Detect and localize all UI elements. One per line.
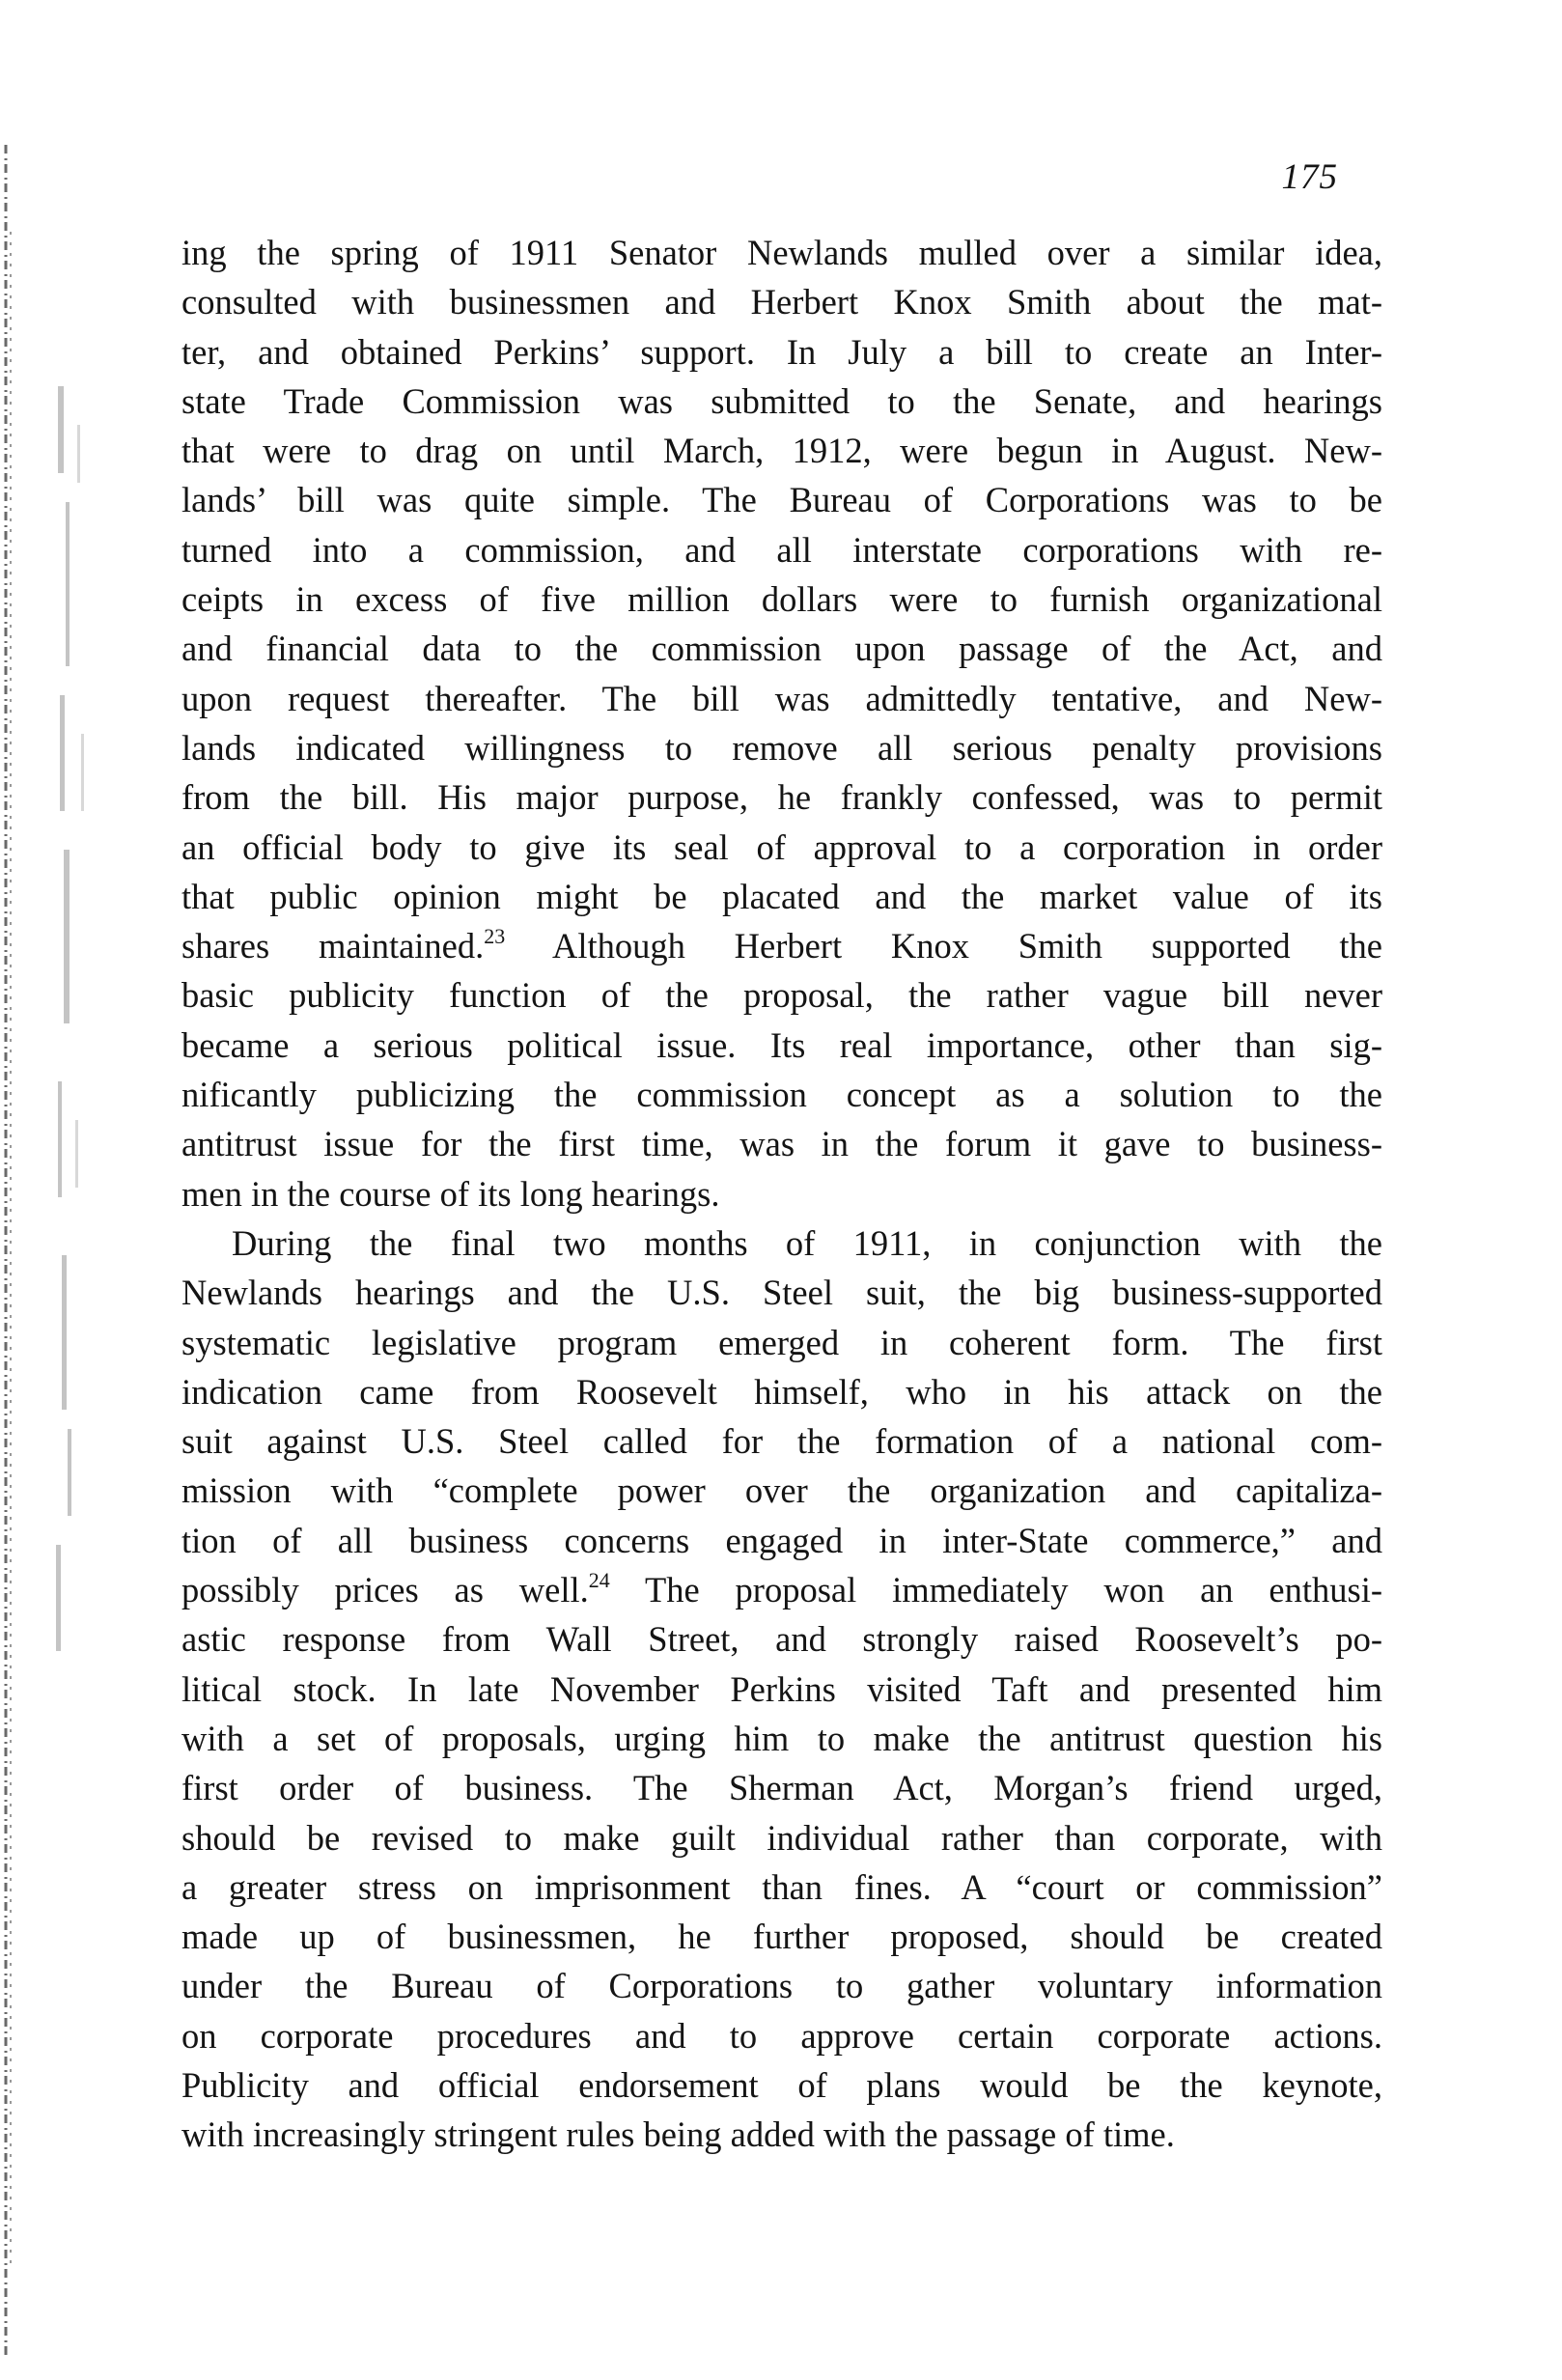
text-line: men in the course of its long hearings.: [181, 1173, 720, 1214]
text-line: ceipts in excess of five million dollars were to furnish organizational: [181, 579, 1382, 620]
text-line: During the final two months of 1911, in conjunction with the: [232, 1222, 1382, 1263]
text-segment: The proposal immediately won an enthusi-: [609, 1570, 1382, 1610]
text-line: antitrust issue for the first time, was in the forum it gave to business-: [181, 1124, 1382, 1164]
paragraph: [181, 1218, 1382, 2160]
text-line: with increasingly stringent rules being added with the passage of time.: [181, 2114, 1175, 2155]
text-line: lands indicated willingness to remove all serious penalty provisions: [181, 727, 1382, 768]
page-number: 175: [1281, 157, 1338, 197]
text-line: litical stock. In late November Perkins visited Taft and presented him: [181, 1668, 1382, 1709]
text-line: under the Bureau of Corporations to gather voluntary information: [181, 1966, 1382, 2006]
paragraph: [181, 228, 1382, 1218]
text-line-with-footnote: [181, 1565, 1382, 1614]
text-line: consulted with businessmen and Herbert Knox Smith about the mat-: [181, 282, 1382, 322]
text-line: systematic legislative program emerged in coherent form. The first: [181, 1322, 1382, 1362]
text-line: first order of business. The Sherman Act, Morgan’s friend urged,: [181, 1768, 1382, 1808]
text-line: became a serious political issue. Its real importance, other than sig-: [181, 1024, 1382, 1065]
text-line: state Trade Commission was submitted to the Senate, and hearings: [181, 380, 1382, 421]
text-segment: shares maintained.: [181, 926, 485, 966]
text-line: turned into a commission, and all interstate corporations with re-: [181, 529, 1382, 570]
text-line: a greater stress on imprisonment than fines. A “court or commission”: [181, 1866, 1382, 1907]
text-line: mission with “complete power over the organization and capitaliza-: [181, 1470, 1382, 1511]
text-line: indication came from Roosevelt himself, who in his attack on the: [181, 1371, 1382, 1412]
book-gutter-shadow: [0, 0, 116, 2380]
footnote-reference: 23: [484, 924, 506, 949]
text-segment: possibly prices as well.: [181, 1570, 589, 1610]
text-line: should be revised to make guilt individual rather than corporate, with: [181, 1817, 1382, 1858]
text-line: Publicity and official endorsement of plans would be the keynote,: [181, 2064, 1382, 2105]
text-line-with-footnote: [181, 921, 1382, 970]
text-line: that were to drag on until March, 1912, were begun in August. New-: [181, 431, 1382, 471]
text-segment: Although Herbert Knox Smith supported the: [505, 926, 1382, 966]
body-text: [181, 228, 1382, 2160]
text-line: an official body to give its seal of approval to a corporation in order: [181, 826, 1382, 867]
text-line: ter, and obtained Perkins’ support. In July a bill to create an Inter-: [181, 331, 1382, 372]
text-line: Newlands hearings and the U.S. Steel suit, the big business-supported: [181, 1273, 1382, 1313]
text-line: basic publicity function of the proposal, the rather vague bill never: [181, 975, 1382, 1016]
text-line: that public opinion might be placated and the market value of its: [181, 876, 1382, 916]
text-line: and financial data to the commission upon passage of the Act, and: [181, 629, 1382, 669]
text-line: nificantly publicizing the commission concept as a solution to the: [181, 1075, 1382, 1115]
text-line: upon request thereafter. The bill was admittedly tentative, and New-: [181, 678, 1382, 718]
text-line: on corporate procedures and to approve certain corporate actions.: [181, 2015, 1382, 2056]
text-line: made up of businessmen, he further proposed, should be created: [181, 1917, 1382, 1957]
text-line: tion of all business concerns engaged in inter-State commerce,” and: [181, 1520, 1382, 1560]
text-line: astic response from Wall Street, and strongly raised Roosevelt’s po-: [181, 1619, 1382, 1660]
footnote-reference: 24: [588, 1568, 610, 1593]
text-line: suit against U.S. Steel called for the formation of a national com-: [181, 1421, 1382, 1462]
text-line: from the bill. His major purpose, he frankly confessed, was to permit: [181, 777, 1382, 818]
text-line: lands’ bill was quite simple. The Bureau of Corporations was to be: [181, 480, 1382, 520]
text-line: ing the spring of 1911 Senator Newlands mulled over a similar idea,: [181, 233, 1382, 272]
text-line: with a set of proposals, urging him to make the antitrust question his: [181, 1718, 1382, 1758]
